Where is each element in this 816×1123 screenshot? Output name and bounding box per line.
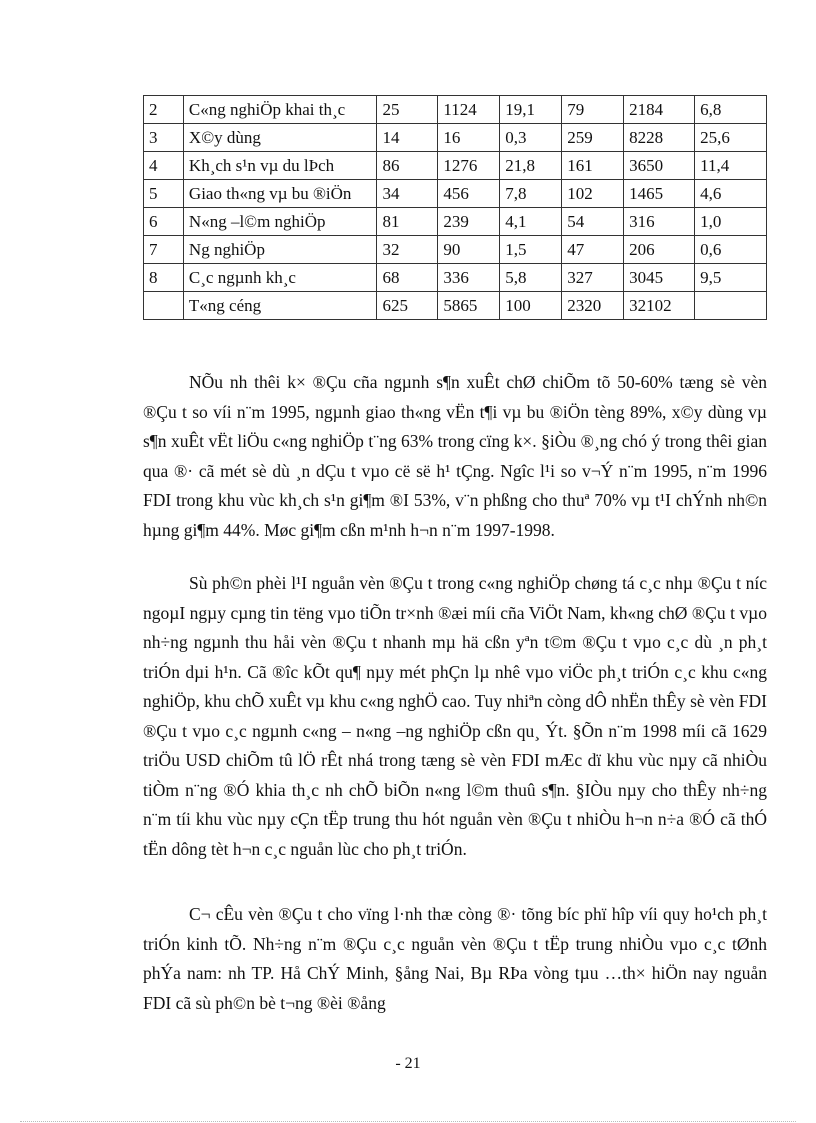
table-cell: 11,4: [695, 152, 767, 180]
table-cell: 21,8: [500, 152, 562, 180]
table-cell: 161: [562, 152, 624, 180]
table-cell: 1,0: [695, 208, 767, 236]
table-cell: 79: [562, 96, 624, 124]
table-cell: 2184: [624, 96, 695, 124]
table-cell: C«ng nghiÖp khai th¸c: [183, 96, 377, 124]
table-cell: 100: [500, 292, 562, 320]
table-cell: 2320: [562, 292, 624, 320]
table-cell: 9,5: [695, 264, 767, 292]
table-cell: 1124: [438, 96, 500, 124]
table-cell: 0,3: [500, 124, 562, 152]
table-cell: N«ng –l©m nghiÖp: [183, 208, 377, 236]
table-cell: C¸c ngµnh kh¸c: [183, 264, 377, 292]
table-cell: Ng nghiÖp: [183, 236, 377, 264]
table-cell: 47: [562, 236, 624, 264]
table-body: [144, 96, 767, 320]
page-number: - 21: [395, 1055, 421, 1072]
table-cell: 316: [624, 208, 695, 236]
table-cell: 456: [438, 180, 500, 208]
table-cell: 7: [144, 236, 184, 264]
table-row: [144, 292, 767, 320]
table-cell: 5865: [438, 292, 500, 320]
table-row: [144, 152, 767, 180]
table-cell: 90: [438, 236, 500, 264]
table-cell: Giao th«ng vµ bu ®iÖn: [183, 180, 377, 208]
table-cell: 4,1: [500, 208, 562, 236]
table-cell: 5,8: [500, 264, 562, 292]
table-cell: 4: [144, 152, 184, 180]
table-cell: 2: [144, 96, 184, 124]
table-cell: 68: [377, 264, 438, 292]
table-cell: 259: [562, 124, 624, 152]
table-cell: 16: [438, 124, 500, 152]
table-row: [144, 236, 767, 264]
table-cell: 336: [438, 264, 500, 292]
table-cell: 1276: [438, 152, 500, 180]
table-cell: 7,8: [500, 180, 562, 208]
table-cell: 8: [144, 264, 184, 292]
table-cell: 1465: [624, 180, 695, 208]
table-cell: 1,5: [500, 236, 562, 264]
table-cell: [144, 292, 184, 320]
table-cell: 5: [144, 180, 184, 208]
table-cell: 4,6: [695, 180, 767, 208]
table-cell: 86: [377, 152, 438, 180]
table-cell: 32102: [624, 292, 695, 320]
paragraph-1: NÕu nh thêi k× ®Çu cña ngµnh s¶n xuÊt chØ chiÕm tõ 50-60% tæng sè vèn ®Çu t so víi n¨m 1995, ngµnh giao th«ng vËn t¶i vµ bu ®iÖn tèng 89%, x©y dùng vµ s¶n xuÊt vËt liÖu c«ng nghiÖp t¨ng 63% trong cïng k×. §iÒu ®¸ng chó ý trong thêi gian qua ®· cã mét sè dù ¸n dÇu t vµo cë së h¹ tÇng. Ngîc l¹i so v¬Ý n¨m 1995, n¨m 1996 FDI trong khu vùc kh¸ch s¹n gi¶m ®I 53%, v¨n phßng cho thuª 70% vµ t¹I chÝnh nh©n hµng gi¶m 44%. Møc gi¶m cßn m¹nh h¬n n¨m 1997-1998.: [143, 372, 767, 540]
table-cell: X©y dùng: [183, 124, 377, 152]
page-bottom-divider: [20, 1121, 796, 1122]
table-cell: 3045: [624, 264, 695, 292]
table-cell: 0,6: [695, 236, 767, 264]
table-cell: 625: [377, 292, 438, 320]
table-cell: 34: [377, 180, 438, 208]
table-cell: Kh¸ch s¹n vµ du lÞch: [183, 152, 377, 180]
table-cell: 81: [377, 208, 438, 236]
table-cell: T«ng céng: [183, 292, 377, 320]
table-cell: 3650: [624, 152, 695, 180]
table-cell: 25,6: [695, 124, 767, 152]
table-cell: 3: [144, 124, 184, 152]
table-cell: 239: [438, 208, 500, 236]
table-cell: 25: [377, 96, 438, 124]
table-cell: 54: [562, 208, 624, 236]
table-row: [144, 180, 767, 208]
table-cell: 14: [377, 124, 438, 152]
table-row: [144, 264, 767, 292]
table-cell: 32: [377, 236, 438, 264]
table-row: [144, 96, 767, 124]
table-cell: 102: [562, 180, 624, 208]
table-cell: 19,1: [500, 96, 562, 124]
table-row: [144, 124, 767, 152]
paragraph-3: C¬ cÊu vèn ®Çu t cho vïng l·nh thæ còng ®· tõng bíc phï hîp víi quy ho¹ch ph¸t triÓn kinh tÕ. Nh÷ng n¨m ®Çu c¸c nguån vèn ®Çu t tËp trung nhiÒu vµo c¸c tØnh phÝa nam: nh TP. Hå ChÝ Minh, §ång Nai, Bµ RÞa vòng tµu …th× hiÖn nay nguån FDI cã sù ph©n bè t¬ng ®èi ®ång: [143, 904, 767, 1013]
table-cell: 8228: [624, 124, 695, 152]
fdi-sector-table: [143, 95, 767, 320]
table-row: [144, 208, 767, 236]
table-cell: 6: [144, 208, 184, 236]
paragraph-2: Sù ph©n phèi l¹I nguån vèn ®Çu t trong c«ng nghiÖp chøng tá c¸c nhµ ®Çu t níc ngoµI ngµy cµng tin tëng vµo tiÕn tr×nh ®æi míi cña ViÖt Nam, kh«ng chØ ®Çu t vµo nh÷ng ngµnh thu håi vèn ®Çu t nhanh mµ hä cßn yªn t©m ®Çu t vµo c¸c dù ¸n ph¸t triÓn dµi h¹n. Cã ®îc kÕt qu¶ nµy mét phÇn lµ nhê vµo viÖc ph¸t triÓn c¸c khu c«ng nghiÖp, khu chÕ xuÊt vµ khu c«ng nghÖ cao. Tuy nhiªn còng dÔ nhËn thÊy sè vèn FDI ®Çu t vµo c¸c ngµnh c«ng – n«ng –ng nghiÖp cßn qu¸ Ýt. §Õn n¨m 1998 míi cã 1629 triÖu USD chiÕm tû lÖ rÊt nhá trong tæng sè vèn FDI mÆc dï khu vùc nµy cã nhiÒu tiÒm n¨ng ®Ó khia th¸c nh chÕ biÕn n«ng l©m thuû s¶n. §IÒu nµy cho thÊy nh÷ng n¨m tíi khu vùc nµy cÇn tËp trung thu hót nguån vèn ®Çu t nhiÒu h¬n n÷a ®Ó cã thÓ tËn dông tèt h¬n c¸c nguån lùc cho ph¸t triÓn.: [143, 573, 767, 859]
table-cell: [695, 292, 767, 320]
table-cell: 206: [624, 236, 695, 264]
table-cell: 6,8: [695, 96, 767, 124]
table-cell: 327: [562, 264, 624, 292]
